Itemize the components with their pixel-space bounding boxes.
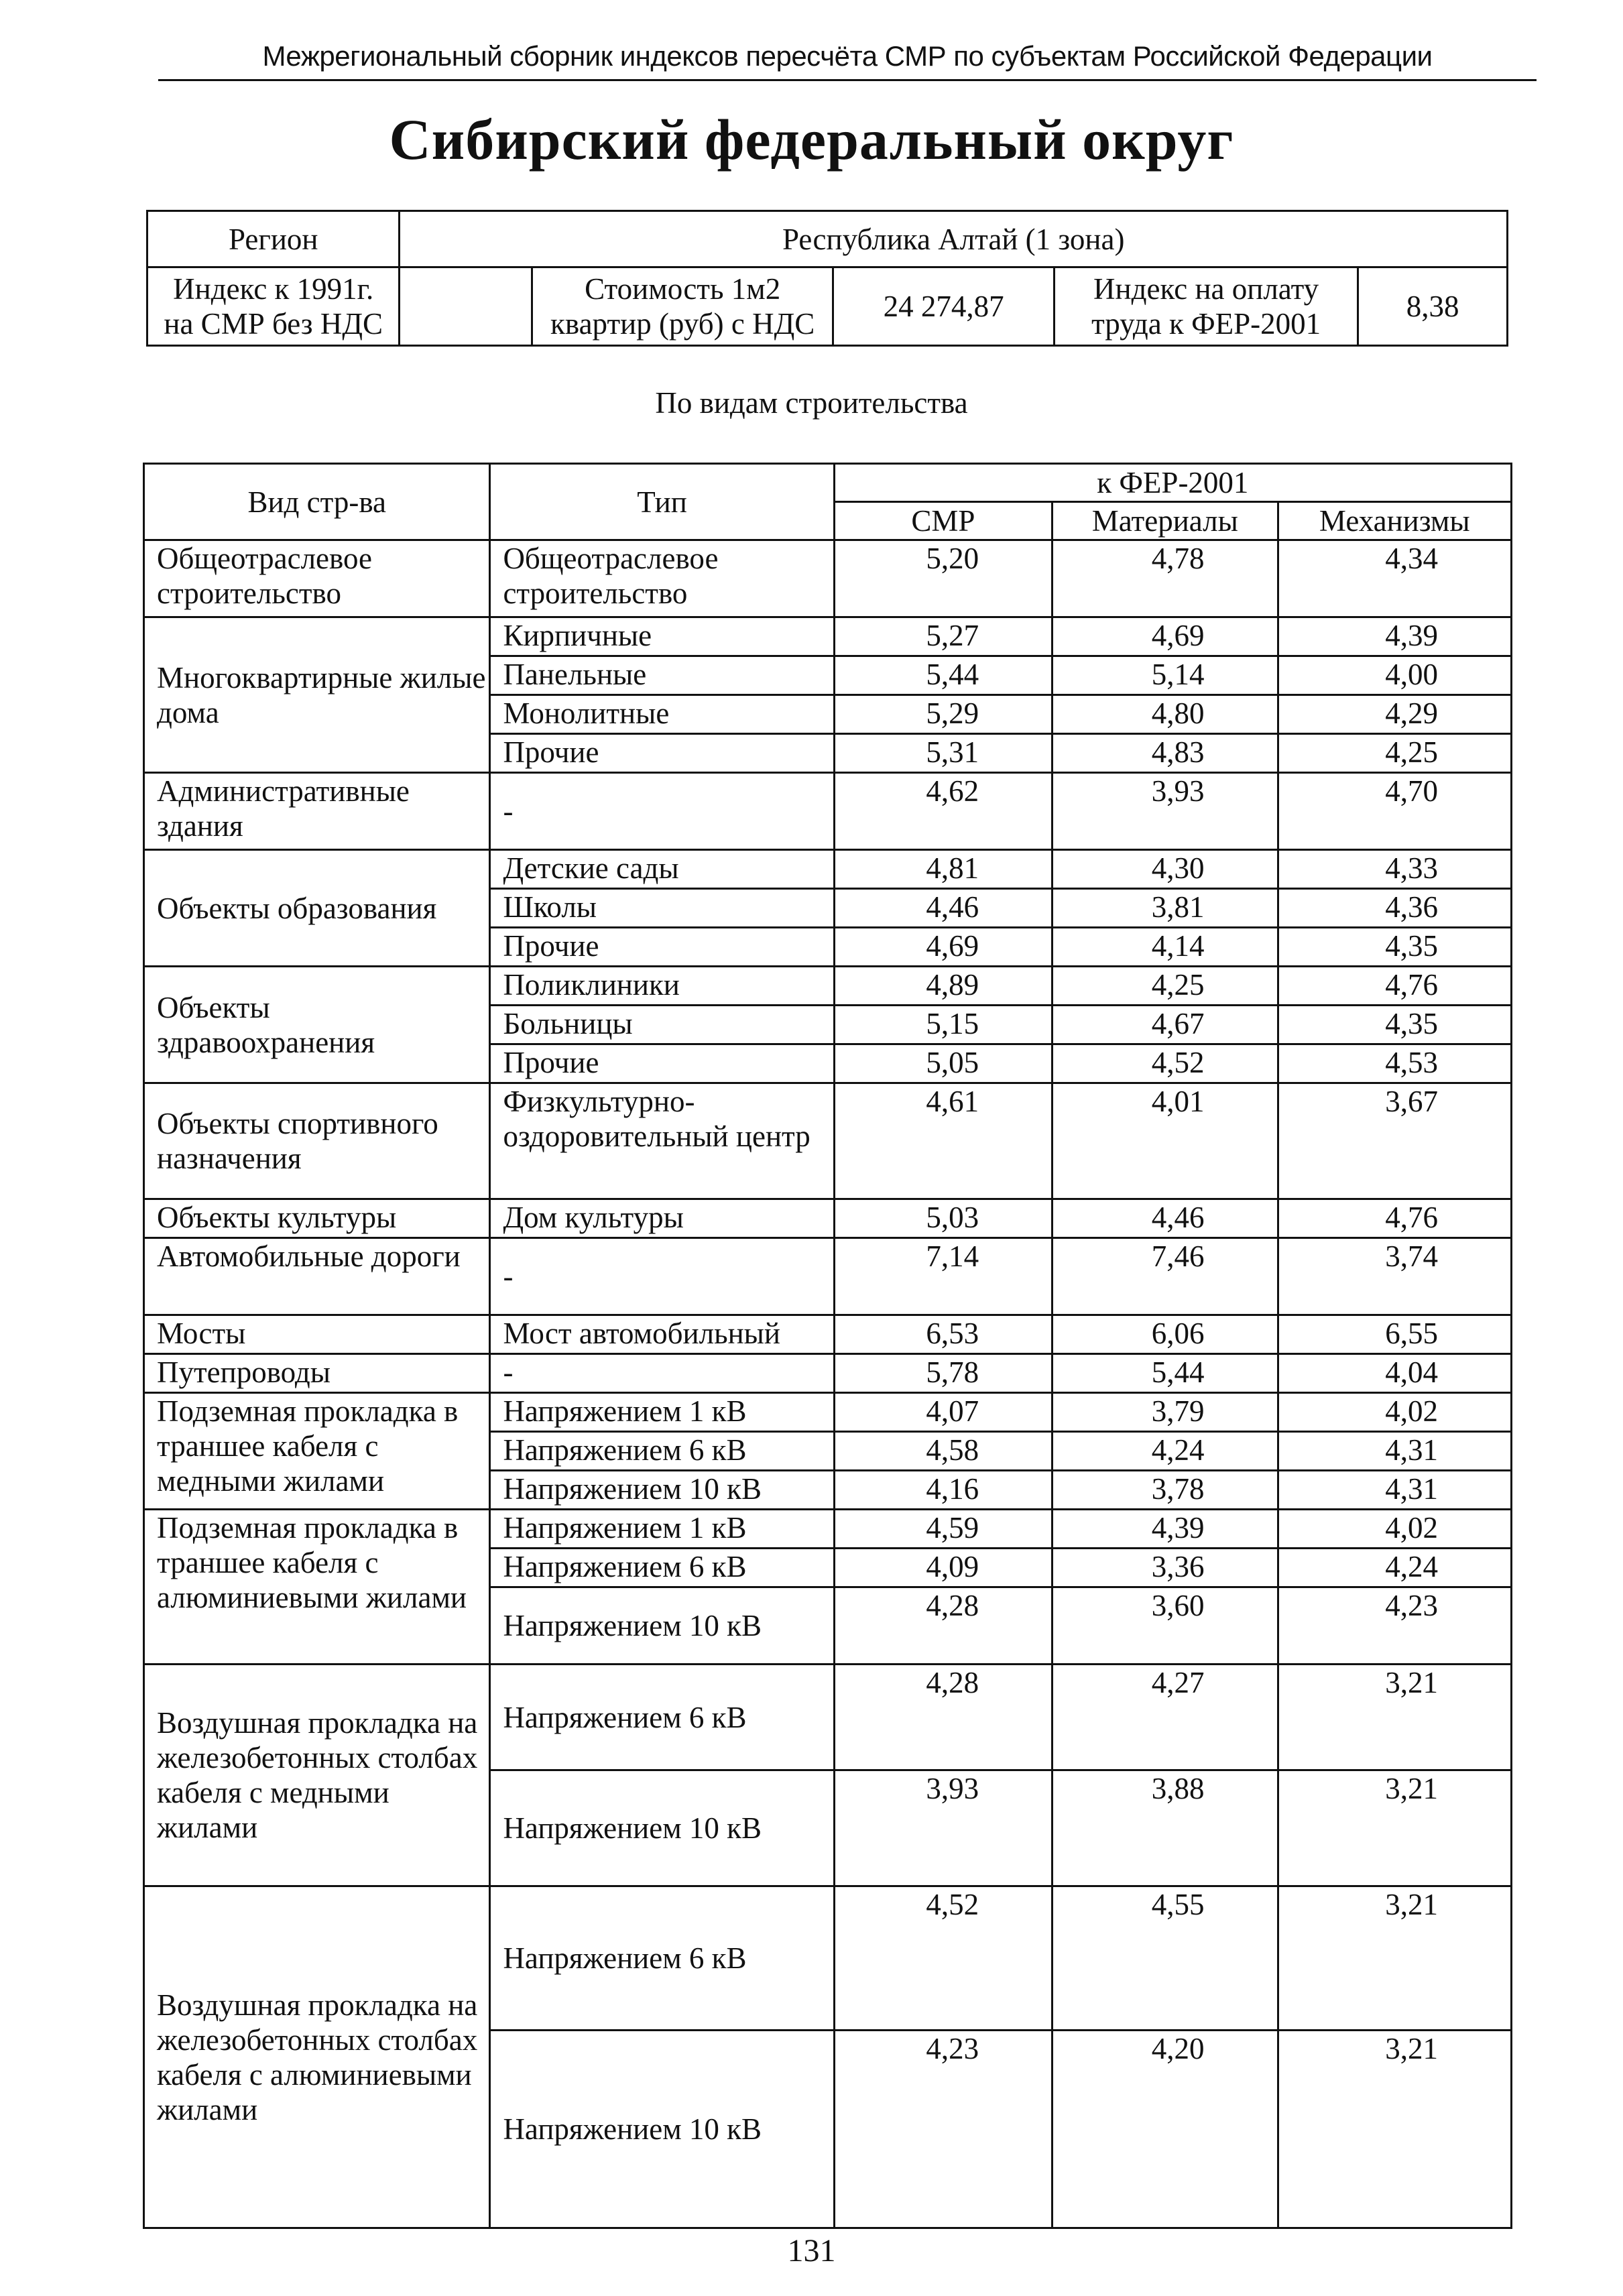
smr-cell: 4,23 [834, 2031, 1052, 2228]
page-number: 131 [787, 2233, 836, 2269]
header-rule [158, 79, 1537, 81]
machines-cell: 3,67 [1278, 1083, 1511, 1199]
materials-cell: 4,20 [1053, 2031, 1278, 2228]
table-row [144, 1354, 1512, 1393]
subtype-cell: Напряжением 6 кВ [490, 1432, 834, 1471]
machines-cell: 4,04 [1278, 1354, 1511, 1393]
smr-cell: 4,52 [834, 1886, 1052, 2031]
smr-cell: 5,31 [834, 734, 1052, 773]
materials-cell: 4,39 [1053, 1510, 1278, 1549]
machines-cell: 4,25 [1278, 734, 1511, 773]
subtype-cell: Прочие [490, 1044, 834, 1083]
labor-index-value: 8,38 [1358, 267, 1508, 346]
section-subtitle: По видам строительства [655, 386, 968, 420]
table-row [144, 1315, 1512, 1354]
smr-cell: 4,61 [834, 1083, 1052, 1199]
subtype-cell: Напряжением 1 кВ [490, 1510, 834, 1549]
materials-cell: 4,78 [1053, 540, 1278, 617]
type-cell: Административные здания [144, 773, 490, 850]
subtype-cell: Напряжением 10 кВ [490, 1587, 834, 1665]
machines-cell: 4,76 [1278, 1199, 1511, 1238]
machines-cell: 4,35 [1278, 1006, 1511, 1044]
machines-cell: 3,74 [1278, 1238, 1511, 1315]
machines-cell: 3,21 [1278, 1886, 1511, 2031]
machines-cell: 4,24 [1278, 1549, 1511, 1587]
materials-cell: 3,79 [1053, 1393, 1278, 1432]
smr-cell: 4,28 [834, 1665, 1052, 1770]
subtype-cell: - [490, 773, 834, 850]
machines-cell: 4,39 [1278, 617, 1511, 656]
subtype-cell: Больницы [490, 1006, 834, 1044]
subtype-cell: Прочие [490, 928, 834, 967]
type-cell: Объекты спортивного назначения [144, 1083, 490, 1199]
smr-cell: 5,15 [834, 1006, 1052, 1044]
smr-cell: 3,93 [834, 1770, 1052, 1886]
table-row [144, 1393, 1512, 1432]
type-cell: Объекты культуры [144, 1199, 490, 1238]
document-title: Сибирский федеральный округ [389, 107, 1234, 172]
subtype-cell: Детские сады [490, 850, 834, 889]
machines-cell: 4,76 [1278, 967, 1511, 1006]
smr-cell: 5,20 [834, 540, 1052, 617]
materials-cell: 3,81 [1053, 889, 1278, 928]
col-header-materials: Материалы [1053, 502, 1278, 540]
smr-cell: 4,69 [834, 928, 1052, 967]
table-row [144, 1886, 1512, 2031]
materials-cell: 7,46 [1053, 1238, 1278, 1315]
materials-cell: 3,88 [1053, 1770, 1278, 1886]
materials-cell: 3,60 [1053, 1587, 1278, 1665]
labor-index-label: Индекс на оплату труда к ФЕР-2001 [1054, 267, 1358, 346]
index-1991-value [400, 267, 532, 346]
subtype-cell: Поликлиники [490, 967, 834, 1006]
type-cell: Общеотраслевое строительство [144, 540, 490, 617]
materials-cell: 4,14 [1053, 928, 1278, 967]
subtype-cell: Школы [490, 889, 834, 928]
machines-cell: 4,31 [1278, 1432, 1511, 1471]
smr-cell: 4,59 [834, 1510, 1052, 1549]
machines-cell: 3,21 [1278, 2031, 1511, 2228]
subtype-cell: - [490, 1238, 834, 1315]
col-header-smr: СМР [834, 502, 1052, 540]
subtype-cell: Монолитные [490, 695, 834, 734]
index-1991-label: Индекс к 1991г. на СМР без НДС [147, 267, 400, 346]
type-cell: Воздушная прокладка на железобетонных столбах кабеля с алюминиевыми жилами [144, 1886, 490, 2228]
subtype-cell: Дом культуры [490, 1199, 834, 1238]
type-cell: Подземная прокладка в траншее кабеля с медными жилами [144, 1393, 490, 1510]
type-cell: Многоквартирные жилые дома [144, 617, 490, 773]
table-row [144, 1665, 1512, 1770]
materials-cell: 4,46 [1053, 1199, 1278, 1238]
table-row [144, 773, 1512, 850]
subtype-cell: Напряжением 10 кВ [490, 1471, 834, 1510]
apartment-cost-label: Стоимость 1м2 квартир (руб) с НДС [532, 267, 833, 346]
materials-cell: 4,69 [1053, 617, 1278, 656]
indices-table [143, 463, 1512, 2229]
type-cell: Мосты [144, 1315, 490, 1354]
smr-cell: 5,03 [834, 1199, 1052, 1238]
materials-cell: 4,01 [1053, 1083, 1278, 1199]
materials-cell: 6,06 [1053, 1315, 1278, 1354]
col-header-subtype: Тип [490, 464, 834, 540]
region-info-table [146, 210, 1508, 347]
smr-cell: 7,14 [834, 1238, 1052, 1315]
materials-cell: 3,36 [1053, 1549, 1278, 1587]
machines-cell: 4,34 [1278, 540, 1511, 617]
smr-cell: 4,89 [834, 967, 1052, 1006]
subtype-cell: Панельные [490, 656, 834, 695]
smr-cell: 5,05 [834, 1044, 1052, 1083]
type-cell: Путепроводы [144, 1354, 490, 1393]
machines-cell: 4,00 [1278, 656, 1511, 695]
materials-cell: 4,30 [1053, 850, 1278, 889]
subtype-cell: Физкультурно-оздоровительный центр [490, 1083, 834, 1199]
smr-cell: 5,27 [834, 617, 1052, 656]
materials-cell: 4,27 [1053, 1665, 1278, 1770]
subtype-cell: Напряжением 6 кВ [490, 1549, 834, 1587]
machines-cell: 4,23 [1278, 1587, 1511, 1665]
table-row [144, 1510, 1512, 1549]
table-row [144, 850, 1512, 889]
materials-cell: 4,55 [1053, 1886, 1278, 2031]
machines-cell: 3,21 [1278, 1665, 1511, 1770]
subtype-cell: Мост автомобильный [490, 1315, 834, 1354]
machines-cell: 4,36 [1278, 889, 1511, 928]
machines-cell: 4,02 [1278, 1510, 1511, 1549]
materials-cell: 5,14 [1053, 656, 1278, 695]
smr-cell: 6,53 [834, 1315, 1052, 1354]
col-header-type: Вид стр-ва [144, 464, 490, 540]
table-row [144, 1083, 1512, 1199]
materials-cell: 5,44 [1053, 1354, 1278, 1393]
materials-cell: 4,24 [1053, 1432, 1278, 1471]
col-header-machines: Механизмы [1278, 502, 1511, 540]
table-row [144, 1199, 1512, 1238]
subtype-cell: Кирпичные [490, 617, 834, 656]
machines-cell: 4,29 [1278, 695, 1511, 734]
table-row [144, 540, 1512, 617]
smr-cell: 4,28 [834, 1587, 1052, 1665]
smr-cell: 5,44 [834, 656, 1052, 695]
materials-cell: 4,52 [1053, 1044, 1278, 1083]
table-row [144, 1238, 1512, 1315]
table-row [144, 617, 1512, 656]
materials-cell: 3,93 [1053, 773, 1278, 850]
subtype-cell: Прочие [490, 734, 834, 773]
machines-cell: 4,53 [1278, 1044, 1511, 1083]
materials-cell: 4,25 [1053, 967, 1278, 1006]
machines-cell: 4,33 [1278, 850, 1511, 889]
smr-cell: 5,78 [834, 1354, 1052, 1393]
materials-cell: 4,80 [1053, 695, 1278, 734]
subtype-cell: Напряжением 6 кВ [490, 1665, 834, 1770]
machines-cell: 6,55 [1278, 1315, 1511, 1354]
subtype-cell: Напряжением 1 кВ [490, 1393, 834, 1432]
smr-cell: 4,16 [834, 1471, 1052, 1510]
materials-cell: 3,78 [1053, 1471, 1278, 1510]
region-value: Республика Алтай (1 зона) [400, 211, 1508, 267]
region-label: Регион [147, 211, 400, 267]
smr-cell: 4,09 [834, 1549, 1052, 1587]
subtype-cell: Напряжением 6 кВ [490, 1886, 834, 2031]
subtype-cell: Напряжением 10 кВ [490, 2031, 834, 2228]
smr-cell: 4,46 [834, 889, 1052, 928]
type-cell: Объекты здравоохранения [144, 967, 490, 1083]
table-row [144, 967, 1512, 1006]
type-cell: Воздушная прокладка на железобетонных столбах кабеля с медными жилами [144, 1665, 490, 1886]
materials-cell: 4,83 [1053, 734, 1278, 773]
subtype-cell: Общеотраслевое строительство [490, 540, 834, 617]
subtype-cell: - [490, 1354, 834, 1393]
materials-cell: 4,67 [1053, 1006, 1278, 1044]
smr-cell: 4,07 [834, 1393, 1052, 1432]
type-cell: Автомобильные дороги [144, 1238, 490, 1315]
apartment-cost-value: 24 274,87 [833, 267, 1055, 346]
machines-cell: 4,35 [1278, 928, 1511, 967]
smr-cell: 4,81 [834, 850, 1052, 889]
col-header-group: к ФЕР-2001 [834, 464, 1511, 502]
type-cell: Подземная прокладка в траншее кабеля с алюминиевыми жилами [144, 1510, 490, 1665]
machines-cell: 4,31 [1278, 1471, 1511, 1510]
subtype-cell: Напряжением 10 кВ [490, 1770, 834, 1886]
smr-cell: 4,62 [834, 773, 1052, 850]
smr-cell: 4,58 [834, 1432, 1052, 1471]
smr-cell: 5,29 [834, 695, 1052, 734]
page-header: Межрегиональный сборник индексов пересчёта СМР по субъектам Российской Федерации [262, 40, 1433, 72]
machines-cell: 3,21 [1278, 1770, 1511, 1886]
type-cell: Объекты образования [144, 850, 490, 967]
machines-cell: 4,02 [1278, 1393, 1511, 1432]
machines-cell: 4,70 [1278, 773, 1511, 850]
